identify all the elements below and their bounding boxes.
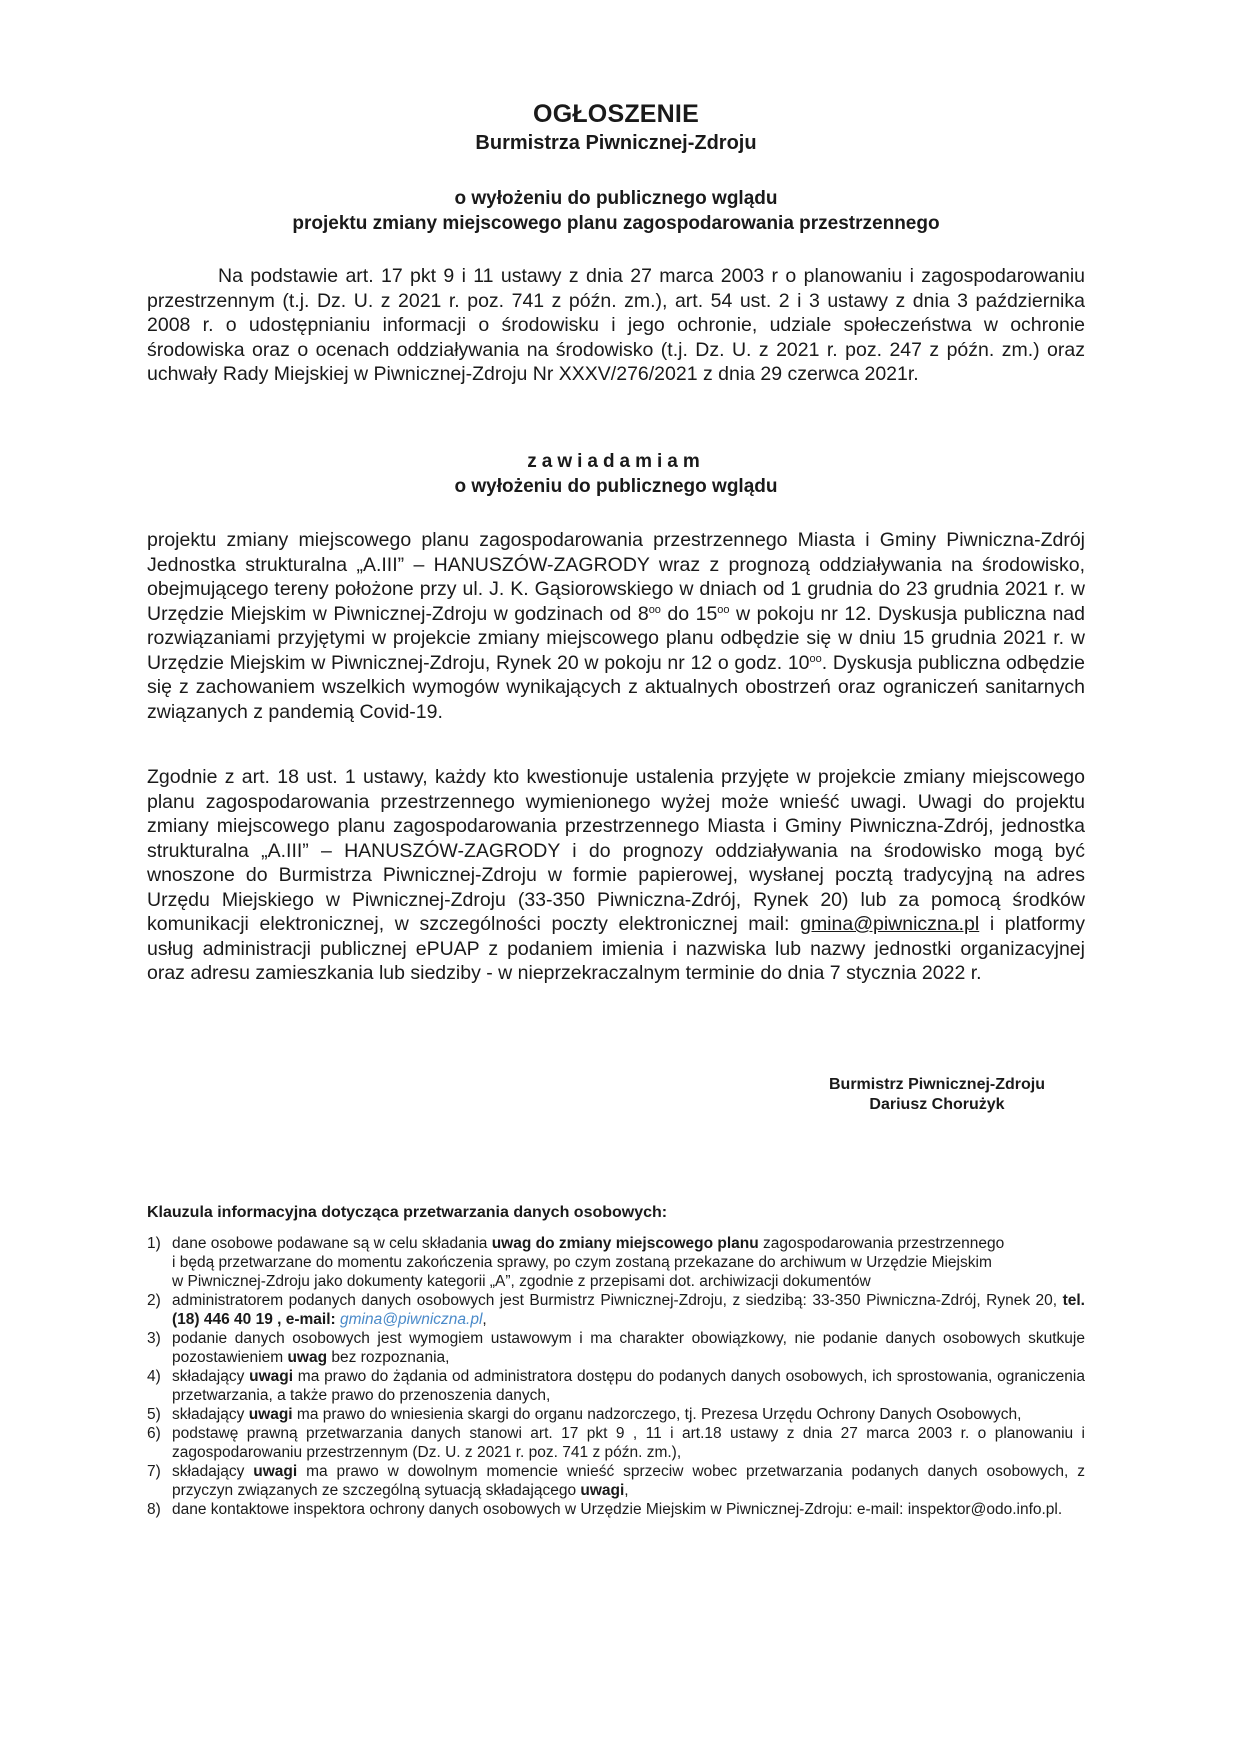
clause-title: Klauzula informacyjna dotycząca przetwarzania danych osobowych: xyxy=(147,1204,668,1221)
clause-item xyxy=(147,1405,1085,1424)
clause-text: ma prawo do wniesienia skargi do organu nadzorczego, tj. Prezesa Urzędu Ochrony Danych Osobowych, xyxy=(292,1406,1022,1423)
exhibition-text-3: w pokoju nr 12. Dyskusja publiczna nad rozwiązaniami przyjętymi w projekcie zmiany miejscowego planu odbędzie się w dniu 15 grudnia 2021 r. w Urzędzie Miejskim w Piwnicznej-Zdroju, Rynek 20 w pokoju nr 12 o godz. 10 xyxy=(147,602,1085,674)
clause-number: 7) xyxy=(147,1463,161,1480)
clause-bold-text: tel.(18) 446 40 19 , e-mail: xyxy=(172,1292,1085,1328)
clause-bold-text: uwag do zmiany miejscowego planu xyxy=(491,1235,759,1252)
clause-number: 4) xyxy=(147,1368,161,1385)
clause-bold-text: uwagi xyxy=(248,1406,293,1423)
clause-number: 1) xyxy=(147,1235,161,1252)
clause-text: administratorem podanych danych osobowych jest Burmistrz Piwnicznej-Zdroju, z siedzibą: 33-350 Piwniczna-Zdrój, Rynek 20, xyxy=(172,1292,1063,1309)
clause-item xyxy=(147,1500,1085,1519)
clause-text: w Piwnicznej-Zdroju jako dokumenty kategorii „A”, zgodnie z przepisami dot. archiwizacji dokumentów xyxy=(172,1273,871,1290)
comments-paragraph xyxy=(147,765,1085,986)
clause-item xyxy=(147,1462,1085,1500)
clause-text: , xyxy=(482,1311,487,1328)
clause-item xyxy=(147,1291,1085,1329)
announcement-subheading: o wyłożeniu do publicznego wglądu xyxy=(454,476,778,497)
clause-text: i będą przetwarzane do momentu zakończenia sprawy, po czym zostaną przekazane do archiwum w Urzędzie Miejskim xyxy=(172,1254,992,1271)
clause-item xyxy=(147,1367,1085,1405)
signature-name: Dariusz Chorużyk xyxy=(869,1096,1005,1113)
announcement-heading: zawiadamiam xyxy=(527,451,705,472)
signature-role: Burmistrz Piwnicznej-Zdroju xyxy=(828,1076,1045,1093)
legal-basis-paragraph xyxy=(147,264,1085,387)
clause-text: dane osobowe podawane są w celu składania xyxy=(172,1235,492,1252)
clause-bold-text: uwag xyxy=(287,1349,328,1366)
superscript-minutes: oo xyxy=(717,603,730,616)
clause-list xyxy=(147,1234,1085,1519)
clause-item xyxy=(147,1234,1085,1291)
exhibition-text-4: . Dyskusja publiczna odbędzie się z zachowaniem wszelkich wymogów wynikających z aktualnych obostrzeń oraz ograniczeń sanitarnych związanych z pandemią Covid-19. xyxy=(147,651,1085,723)
clause-number: 6) xyxy=(147,1425,161,1442)
admin-email-link[interactable]: gmina@piwniczna.pl xyxy=(340,1311,483,1328)
clause-bold-text: uwagi xyxy=(249,1368,294,1385)
clause-bold-text: uwagi xyxy=(580,1482,625,1499)
signature-block xyxy=(797,1075,1077,1115)
superscript-minutes: oo xyxy=(809,652,822,665)
clause-bold-text: uwagi xyxy=(253,1463,298,1480)
exhibition-text-1: projektu zmiany miejscowego planu zagospodarowania przestrzennego Miasta i Gminy Piwniczna-Zdrój Jednostka strukturalna „A.III” – HANUSZÓW-ZAGRODY wraz z prognozą oddziaływania na środowisko, obejmującego tereny położone przy ul. J. K. Gąsiorowskiego w dniach od 1 grudnia do 23 grudnia 2021 r. w Urzędzie Miejskim w Piwnicznej-Zdroju w godzinach od 8 xyxy=(147,529,1085,625)
clause-text: ma prawo do żądania od administratora dostępu do podanych danych osobowych, ich sprostowania, ograniczenia przetwarzania, a także prawo do przenoszenia danych, xyxy=(172,1368,1085,1404)
clause-number: 5) xyxy=(147,1406,161,1423)
exhibition-text-2: do 15 xyxy=(660,602,718,625)
clause-text: podstawę prawną przetwarzania danych stanowi art. 17 pkt 9 , 11 i art.18 ustawy z dnia 27 marca 2003 r. o planowaniu i zagospodarowaniu przestrzennym (Dz. U. z 2021 r. poz. 741 z późn. zm.), xyxy=(172,1425,1085,1461)
clause-item xyxy=(147,1424,1085,1462)
clause-text: składający xyxy=(172,1406,249,1423)
clause-text: składający xyxy=(172,1368,250,1385)
clause-number: 8) xyxy=(147,1501,161,1518)
clause-text: składający xyxy=(172,1463,254,1480)
clause-text: zagospodarowania przestrzennego xyxy=(758,1235,1005,1252)
clause-text: , xyxy=(624,1482,629,1499)
clause-number: 3) xyxy=(147,1330,161,1347)
clause-text: ma prawo w dowolnym momencie wnieść sprzeciw wobec przetwarzania podanych danych osobowych, z przyczyn związanych ze szczególną sytuacją składającego xyxy=(172,1463,1085,1499)
superscript-minutes: oo xyxy=(648,603,661,616)
legal-basis-text: Na podstawie art. 17 pkt 9 i 11 ustawy z dnia 27 marca 2003 r o planowaniu i zagospodarowaniu przestrzennym (t.j. Dz. U. z 2021 r. poz. 741 z późn. zm.), art. 54 ust. 2 i 3 ustawy z dnia 3 października 2008 r. o udostępnianiu informacji o środowisku i jego ochronie, udziale społeczeństwa w ochronie środowiska oraz o ocenach oddziaływania na środowisko (t.j. Dz. U. z 2021 r. poz. 247 z późn. zm.) oraz uchwały Rady Miejskiej w Piwnicznej-Zdroju Nr XXXV/276/2021 z dnia 29 czerwca 2021r. xyxy=(147,265,1085,385)
clause-number: 2) xyxy=(147,1292,161,1309)
email-link[interactable]: gmina@piwniczna.pl xyxy=(800,913,980,935)
clause-text: dane kontaktowe inspektora ochrony danych osobowych w Urzędzie Miejskim w Piwnicznej-Zdroju: e-mail: inspektor@odo.info.pl. xyxy=(172,1501,1063,1518)
clause-text: bez rozpoznania, xyxy=(327,1349,450,1366)
document-subject-line-1: o wyłożeniu do publicznego wglądu xyxy=(454,188,778,209)
exhibition-details-paragraph xyxy=(147,528,1085,724)
document-issuer: Burmistrza Piwnicznej-Zdroju xyxy=(475,132,757,154)
document-title: OGŁOSZENIE xyxy=(533,100,699,128)
clause-text: podanie danych osobowych jest wymogiem ustawowym i ma charakter obowiązkowy, nie podanie danych osobowych skutkuje pozostawieniem xyxy=(172,1330,1085,1366)
comments-text-2: i platformy usług administracji publicznej ePUAP z podaniem imienia i nazwiska lub nazwy jednostki organizacyjnej oraz adresu zamieszkania lub siedziby - w nieprzekraczalnym terminie do dnia 7 stycznia 2022 r. xyxy=(147,913,1085,984)
document-subject-line-2: projektu zmiany miejscowego planu zagospodarowania przestrzennego xyxy=(292,213,940,234)
clause-item xyxy=(147,1329,1085,1367)
comments-text-1: Zgodnie z art. 18 ust. 1 ustawy, każdy kto kwestionuje ustalenia przyjęte w projekcie zmiany miejscowego planu zagospodarowania przestrzennego wymienionego wyżej może wnieść uwagi. Uwagi do projektu zmiany miejscowego planu zagospodarowania przestrzennego Miasta i Gminy Piwniczna-Zdrój, jednostka strukturalna „A.III” – HANUSZÓW-ZAGRODY i do prognozy oddziaływania na środowisko mogą być wnoszone do Burmistrza Piwnicznej-Zdroju w formie papierowej, wysłanej pocztą tradycyjną na adres Urzędu Miejskiego w Piwnicznej-Zdroju (33-350 Piwniczna-Zdrój, Rynek 20) lub za pomocą środków komunikacji elektronicznej, w szczególności poczty elektronicznej mail: xyxy=(147,766,1085,935)
